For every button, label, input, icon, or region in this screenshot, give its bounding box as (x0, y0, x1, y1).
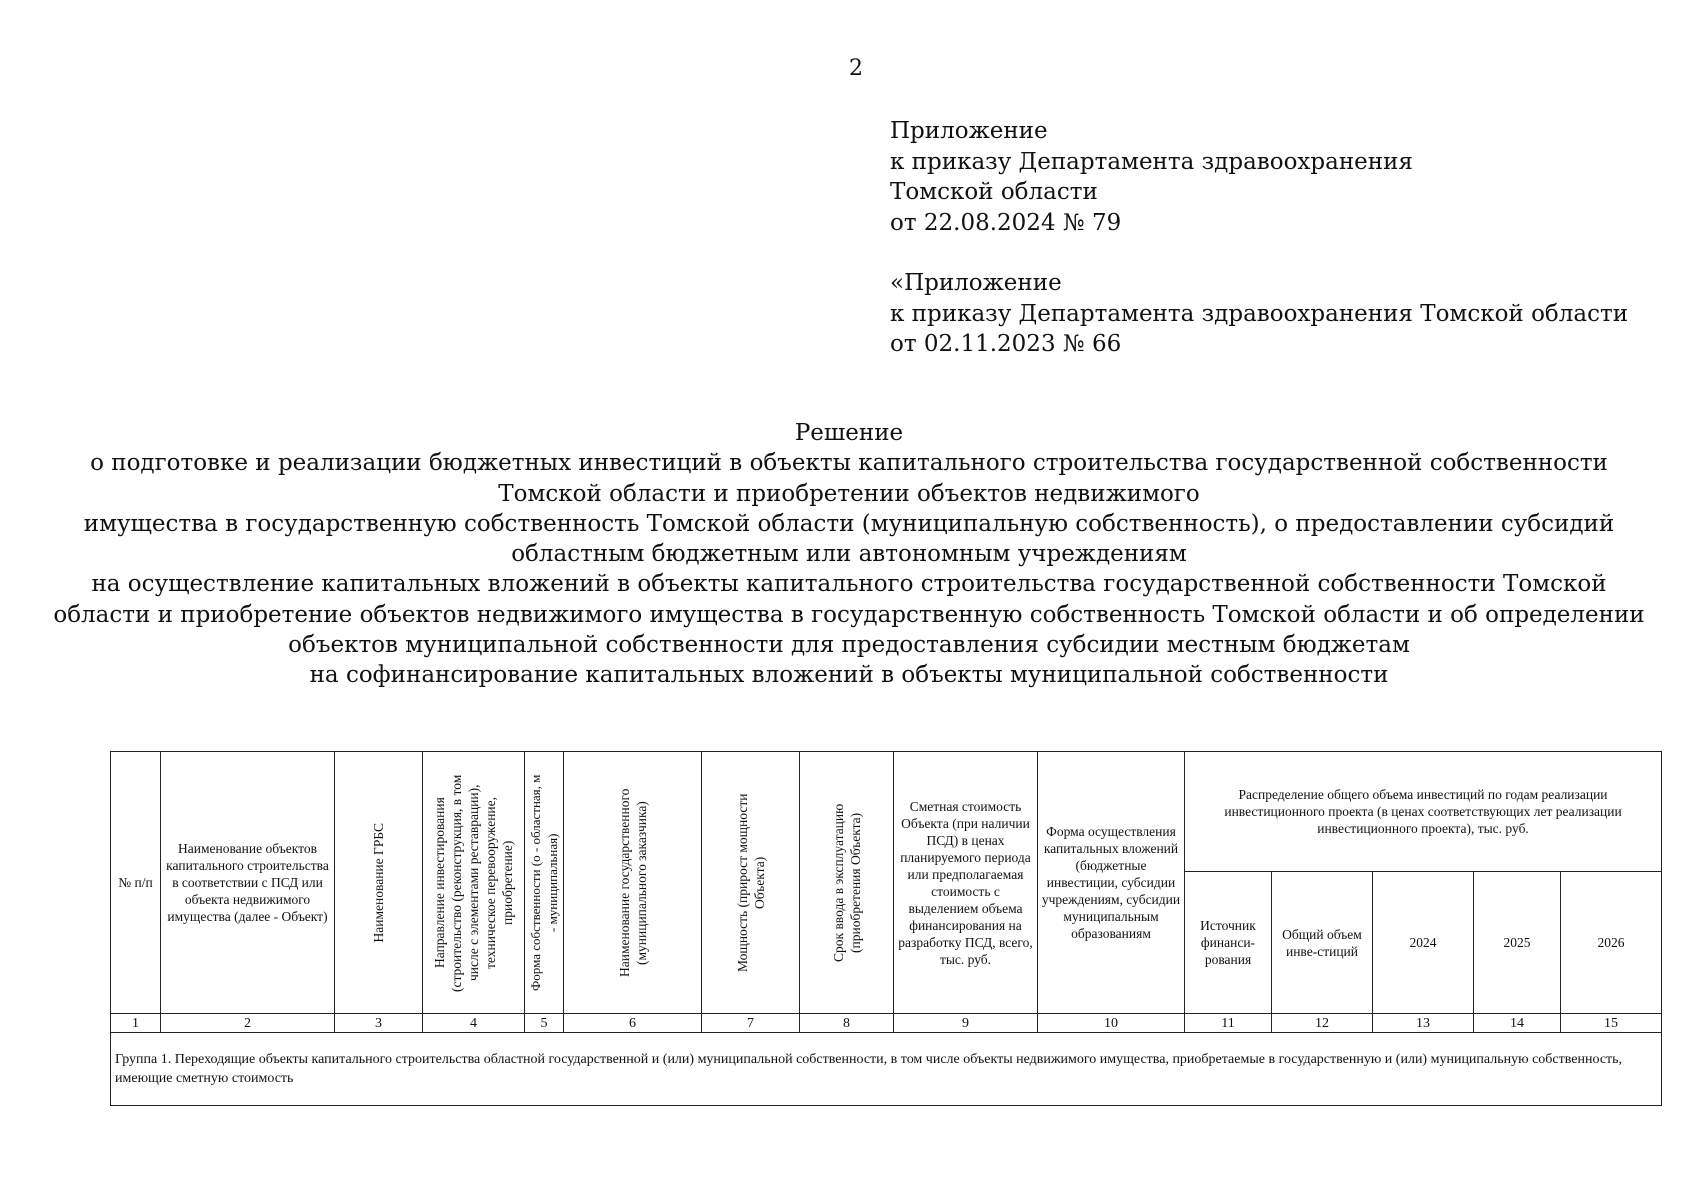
decision-title-line: о подготовке и реализации бюджетных инвестиций в объекты капитального строительства государственной собственности (90, 450, 1608, 477)
header-customer-name (564, 752, 702, 1014)
appendix-line: к приказу Департамента здравоохранения (890, 148, 1413, 175)
header-text: Форма собственности (о - областная, м - муниципальная) (528, 774, 560, 991)
column-number: 13 (1373, 1014, 1474, 1033)
header-text: Направление инвестирования (строительство (реконструкция, в том числе с элементами реставрации), техническое перевооружение, приобретение) (432, 773, 515, 992)
column-number: 11 (1185, 1014, 1272, 1033)
header-capacity (702, 752, 800, 1014)
header-estimated-cost: Сметная стоимость Объекта (при наличии ПСД) в ценах планируемого периода или предполагаемая стоимость с выделением объема финансирования на разработку ПСД, всего, тыс. руб. (894, 752, 1038, 1014)
appendix-line: Приложение (890, 118, 1048, 144)
column-number: 2 (161, 1014, 335, 1033)
header-text: Срок ввода в эксплуатацию (приобретения Объекта) (830, 803, 863, 962)
header-investment-distribution: Распределение общего объема инвестиций по годам реализации инвестиционного проекта (в ценах соответствующих лет реализации инвестиционного проекта), тыс. руб. (1185, 752, 1662, 872)
appendix-line: к приказу Департамента здравоохранения Томской области (890, 300, 1629, 327)
header-object-name: Наименование объектов капитального строительства в соответствии с ПСД или объекта недвижимого имущества (далее - Объект) (161, 752, 335, 1014)
header-year-2025: 2025 (1474, 872, 1561, 1014)
appendix-original-header (890, 268, 1628, 360)
column-number: 4 (423, 1014, 525, 1033)
decision-title-line: Решение (794, 420, 904, 446)
column-number: 9 (894, 1014, 1038, 1033)
header-ownership-form (525, 752, 564, 1014)
appendix-current-header (890, 116, 1413, 238)
header-text: Наименование ГРБС (371, 822, 386, 943)
column-number: 5 (525, 1014, 564, 1033)
header-grbs-name (335, 752, 423, 1014)
decision-title-line: объектов муниципальной собственности для предоставления субсидии местным бюджетам (288, 632, 1410, 659)
decision-title (0, 418, 1698, 691)
column-numbers-row (111, 1014, 1662, 1033)
header-total-investment: Общий объем инве-стиций (1272, 872, 1373, 1014)
column-number: 1 (111, 1014, 161, 1033)
header-year-2026: 2026 (1561, 872, 1662, 1014)
header-commissioning-date (800, 752, 894, 1014)
decision-title-line: имущества в государственную собственность Томской области (муниципальную собственность), о предоставлении субсидий (83, 510, 1615, 537)
header-text: Мощность (прирост мощности Объекта) (734, 793, 767, 972)
column-number: 6 (564, 1014, 702, 1033)
appendix-line: «Приложение (890, 270, 1062, 296)
column-number: 14 (1474, 1014, 1561, 1033)
appendix-line: от 22.08.2024 № 79 (890, 209, 1122, 236)
header-year-2024: 2024 (1373, 872, 1474, 1014)
decision-title-line: области и приобретение объектов недвижимого имущества в государственную собственность Томской области и об определении (53, 601, 1645, 628)
column-number: 8 (800, 1014, 894, 1033)
column-number: 15 (1561, 1014, 1662, 1033)
column-number: 7 (702, 1014, 800, 1033)
page-number: 2 (849, 56, 863, 81)
column-number: 10 (1038, 1014, 1185, 1033)
investment-table (110, 751, 1662, 1106)
decision-title-line: на осуществление капитальных вложений в объекты капитального строительства государственной собственности Томской (91, 571, 1607, 598)
header-investment-direction (423, 752, 525, 1014)
header-text: Наименование государственного (муниципального заказчика) (616, 788, 649, 977)
header-funding-source: Источник финанси-рования (1185, 872, 1272, 1014)
appendix-line: Томской области (890, 179, 1098, 205)
group-1-label: Группа 1. Переходящие объекты капитального строительства областной государственной и (или) муниципальной собственности, в том числе объекты недвижимого имущества, приобретаемые в государственную и (или) муниципальную собственность, имеющие сметную стоимость (111, 1033, 1662, 1106)
decision-title-line: на софинансирование капитальных вложений в объекты муниципальной собственности (309, 662, 1389, 689)
column-number: 3 (335, 1014, 423, 1033)
appendix-line: от 02.11.2023 № 66 (890, 331, 1122, 357)
decision-title-line: Томской области и приобретении объектов недвижимого (498, 480, 1200, 507)
header-investment-form: Форма осуществления капитальных вложений (бюджетные инвестиции, субсидии учреждениям, субсидии муниципальным образованиям (1038, 752, 1185, 1014)
column-number: 12 (1272, 1014, 1373, 1033)
header-row-number: № п/п (111, 752, 161, 1014)
decision-title-line: областным бюджетным или автономным учреждениям (511, 541, 1187, 568)
group-1-row (111, 1033, 1662, 1106)
